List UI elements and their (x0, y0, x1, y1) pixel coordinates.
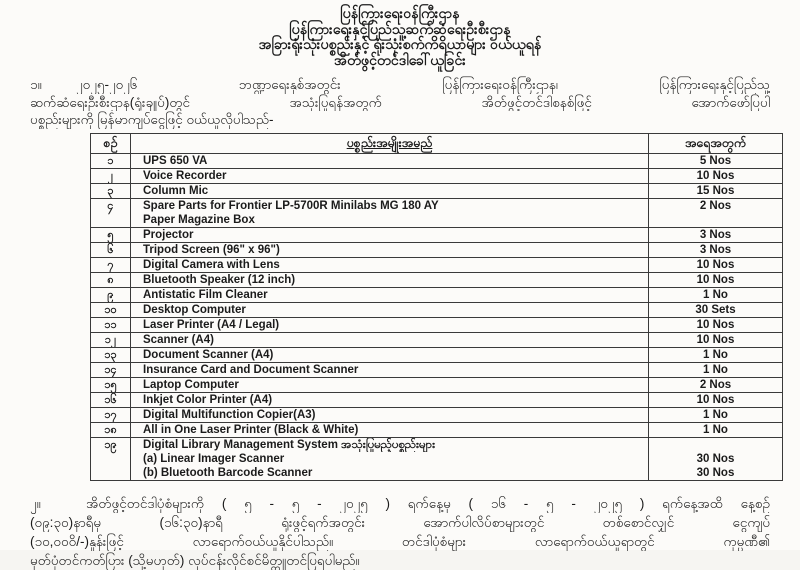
item-name-cell (131, 153, 649, 168)
item-quantity-line: 10 Nos (696, 273, 735, 286)
column-header-item: ပစ္စည်းအမျိုးအမည် (131, 133, 649, 153)
item-name-cell (131, 183, 649, 198)
table-row (91, 198, 783, 227)
table-header-row (91, 133, 783, 153)
row-serial-number: ၅ (91, 227, 131, 242)
item-name-line: Column Mic (143, 184, 209, 197)
item-name-line: (a) Linear Imager Scanner (143, 452, 285, 465)
table-row (91, 347, 783, 362)
row-serial-number: ၆ (91, 242, 131, 257)
item-quantity-line: 30 Nos (696, 466, 735, 479)
item-name-line: (b) Bluetooth Barcode Scanner (143, 466, 313, 479)
item-quantity-cell (649, 198, 783, 227)
item-quantity-line: 10 Nos (696, 318, 735, 331)
item-name-cell (131, 227, 649, 242)
item-name-line: Insurance Card and Document Scanner (143, 363, 359, 376)
item-name-cell (131, 422, 649, 437)
table-row (91, 168, 783, 183)
item-quantity-cell (649, 183, 783, 198)
item-name-line: Digital Multifunction Copier(A3) (143, 408, 316, 421)
item-quantity-line: 10 Nos (696, 258, 735, 271)
item-quantity-cell (649, 302, 783, 317)
row-serial-number: ၈ (91, 272, 131, 287)
row-serial-number: ၄ (91, 198, 131, 227)
item-quantity-cell (649, 227, 783, 242)
item-quantity-line: 1 No (703, 348, 728, 361)
item-quantity-cell (649, 257, 783, 272)
item-name-cell (131, 437, 649, 480)
item-quantity-cell (649, 362, 783, 377)
row-serial-number: ၁၀ (91, 302, 131, 317)
item-name-line: Bluetooth Speaker (12 inch) (143, 273, 296, 286)
table-row (91, 422, 783, 437)
item-quantity-cell (649, 332, 783, 347)
item-name-line: Antistatic Film Cleaner (143, 288, 268, 301)
item-name-line: Spare Parts for Frontier LP-5700R Minilabs MG 180 AY (143, 199, 439, 212)
item-quantity-cell (649, 272, 783, 287)
item-quantity-line: 1 No (703, 288, 728, 301)
item-quantity-cell (649, 242, 783, 257)
row-serial-number: ၁၂ (91, 332, 131, 347)
item-quantity-line: 10 Nos (696, 333, 735, 346)
item-name-line: Document Scanner (A4) (143, 348, 274, 361)
table-row (91, 227, 783, 242)
row-serial-number: ၉ (91, 287, 131, 302)
item-name-cell (131, 242, 649, 257)
paragraph-2 (30, 494, 770, 570)
row-serial-number: ၁၁ (91, 317, 131, 332)
row-serial-number: ၁၉ (91, 437, 131, 480)
row-serial-number: ၂ (91, 168, 131, 183)
tender-items-table (90, 133, 783, 481)
item-name-line: Desktop Computer (143, 303, 246, 316)
item-quantity-line: 2 Nos (699, 378, 732, 391)
paragraph-2-number: ၂။ (30, 495, 41, 511)
item-quantity-cell (649, 317, 783, 332)
column-header-quantity: အရေအတွက် (649, 133, 783, 153)
table-row (91, 302, 783, 317)
paragraph-2-line-2: (၀၉:၃၀)နာရီမှ (၁၆:၃၀)နာရီ ရုံးဖွင့်ရက်အတွင်း အောက်ပါလိပ်စာများတွင် တစ်စောင်လျှင် ငွေကျပ် (30, 514, 770, 530)
item-name-cell (131, 287, 649, 302)
item-name-line: Tripod Screen (96" x 96") (143, 243, 280, 256)
table-row (91, 362, 783, 377)
row-serial-number: ၁၃ (91, 347, 131, 362)
paragraph-1-line-1: ၂၀၂၅-၂၀၂၆ ဘဏ္ဍာရေးနှစ်အတွင်း ပြန်ကြားရေးဝန်ကြီးဌာန၊ ပြန်ကြားရေးနှင့်ပြည်သူ့ (76, 77, 770, 92)
item-name-cell (131, 257, 649, 272)
column-header-serial: စဉ် (91, 133, 131, 153)
table-row (91, 407, 783, 422)
item-name-line: Inkjet Color Printer (A4) (143, 393, 273, 406)
row-serial-number: ၁ (91, 153, 131, 168)
tender-invitation-title: အိတ်ဖွင့်တင်ဒါခေါ်ယူခြင်း (334, 51, 466, 68)
row-serial-number: ၁၇ (91, 407, 131, 422)
item-name-cell (131, 332, 649, 347)
row-serial-number: ၁၈ (91, 422, 131, 437)
item-quantity-line: 10 Nos (696, 393, 735, 406)
item-name-line: UPS 650 VA (143, 154, 208, 167)
table-row (91, 437, 783, 480)
department-title: ပြန်ကြားရေးနှင့်ပြည်သူ့ဆက်ဆံရေးဦးစီးဌာန (289, 20, 511, 37)
table-row (91, 377, 783, 392)
item-quantity-line: 1 No (703, 408, 728, 421)
item-quantity-line: 10 Nos (696, 169, 735, 182)
table-row (91, 287, 783, 302)
tender-table-body (91, 153, 783, 480)
item-name-line: All in One Laser Printer (Black & White) (143, 423, 359, 436)
item-name-cell (131, 392, 649, 407)
item-name-line: Paper Magazine Box (143, 213, 255, 226)
item-quantity-cell (649, 437, 783, 480)
item-quantity-line (649, 438, 782, 452)
item-quantity-cell (649, 347, 783, 362)
table-row (91, 392, 783, 407)
table-row (91, 257, 783, 272)
item-quantity-line: 3 Nos (699, 243, 732, 256)
ministry-title: ပြန်ကြားရေးဝန်ကြီးဌာန (340, 5, 460, 21)
item-quantity-line: 2 Nos (699, 199, 732, 212)
row-serial-number: ၃ (91, 183, 131, 198)
paragraph-1 (30, 76, 770, 129)
item-quantity-cell (649, 153, 783, 168)
item-quantity-line: 5 Nos (699, 154, 732, 167)
item-name-cell (131, 272, 649, 287)
item-quantity-line: 15 Nos (696, 184, 735, 197)
row-serial-number: ၇ (91, 257, 131, 272)
document-header (0, 0, 800, 68)
item-name-line: Scanner (A4) (143, 333, 214, 346)
table-row (91, 317, 783, 332)
item-name-line: Voice Recorder (143, 169, 227, 182)
table-row (91, 242, 783, 257)
row-serial-number: ၁၅ (91, 377, 131, 392)
item-quantity-line: 1 No (703, 363, 728, 376)
item-quantity-line: 1 No (703, 423, 728, 436)
item-quantity-cell (649, 422, 783, 437)
paragraph-1-line-3: ပစ္စည်းများကို မြန်မာကျပ်ငွေဖြင့် ဝယ်ယူလိုပါသည်- (30, 112, 274, 127)
item-name-cell (131, 347, 649, 362)
item-quantity-line: 3 Nos (699, 228, 732, 241)
item-name-cell (131, 317, 649, 332)
paragraph-1-line-2: ဆက်ဆံရေးဦးစီးဌာန(ရုံးချုပ်)တွင် အသုံးပြုရန်အတွက် အိတ်ဖွင့်တင်ဒါစနစ်ဖြင့် အောက်ဖော်ပြပါ (30, 94, 770, 110)
item-name-line: Projector (143, 228, 194, 241)
item-name-cell (131, 302, 649, 317)
item-name-cell (131, 168, 649, 183)
item-name-cell (131, 362, 649, 377)
item-name-cell (131, 377, 649, 392)
item-quantity-line: 30 Nos (696, 452, 735, 465)
item-quantity-cell (649, 392, 783, 407)
item-name-line: Laptop Computer (143, 378, 239, 391)
table-row (91, 332, 783, 347)
item-quantity-cell (649, 407, 783, 422)
item-name-line: Digital Camera with Lens (143, 258, 280, 271)
item-quantity-line: 30 Sets (695, 303, 736, 316)
table-row (91, 183, 783, 198)
item-quantity-cell (649, 168, 783, 183)
item-quantity-cell (649, 287, 783, 302)
item-quantity-cell (649, 377, 783, 392)
paragraph-2-line-1: အိတ်ဖွင့်တင်ဒါပုံစံများကို ( ၅ - ၅ - ၂၀၂၅ ) ရက်နေ့မှ ( ၁၆ - ၅ - ၂၀၂၅ ) ရက်နေ့အထိ နေ့စဉ် (86, 495, 770, 511)
table-row (91, 272, 783, 287)
item-name-cell (131, 407, 649, 422)
paragraph-2-line-3: (၁၀,၀၀ဝိ/-)နှုန်းဖြင့် လာရောက်ဝယ်ယူနိုင်ပါသည်။ တင်ဒါပုံစံများ လာရောက်ဝယ်ယူရာတွင် ကုမ္ပဏီ၏ (30, 533, 770, 549)
row-serial-number: ၁၄ (91, 362, 131, 377)
item-name-line: Laser Printer (A4 / Legal) (143, 318, 280, 331)
subject-title: အခြားရုံးသုံးပစ္စည်းနှင့် ရုံးသုံးစက်ကိရိယာများ ဝယ်ယူရန် (258, 36, 542, 52)
paragraph-1-number: ၁။ (30, 77, 42, 92)
row-serial-number: ၁၆ (91, 392, 131, 407)
item-name-cell (131, 198, 649, 227)
paragraph-2-line-4: မှတ်ပုံတင်ကတ်ပြား (သို့မဟုတ်) လုပ်ငန်းလိုင်စင်မိတ္တူတင်ပြရပါမည်။ (30, 552, 360, 568)
item-name-line: Digital Library Management System အသုံးပြုမည့်ပစ္စည်းများ (143, 438, 435, 451)
table-row (91, 153, 783, 168)
